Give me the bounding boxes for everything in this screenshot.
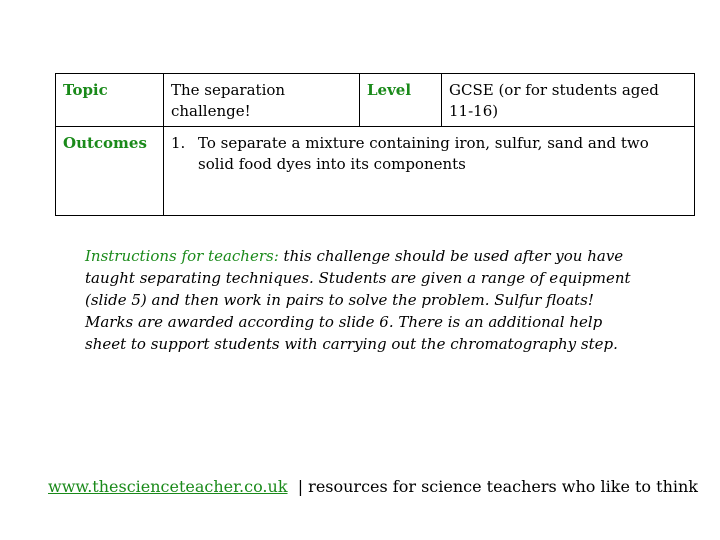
- outcomes-label: Outcomes: [56, 127, 164, 216]
- instructions-lead: Instructions for teachers:: [85, 247, 279, 265]
- outcome-number: 1.: [171, 134, 186, 152]
- outcome-text: To separate a mixture containing iron, sulfur, sand and two solid food dyes into its components: [198, 134, 649, 173]
- topic-value: The separation challenge!: [164, 74, 360, 127]
- instructions-body: this challenge should be used after you have taught separating techniques. Students are given a range of equipment (slide 5) and then work in pairs to solve the problem. Sulfur floats! Marks are awarded according to slide 6. There is an additional help sheet to support students with carrying out the chromatography step.: [85, 247, 631, 353]
- outcomes-list: [171, 133, 687, 175]
- footer-tagline: | resources for science teachers who like to think: [297, 477, 698, 496]
- outcomes-cell: [164, 127, 695, 216]
- level-value: GCSE (or for students aged 11-16): [442, 74, 695, 127]
- level-label: Level: [360, 74, 442, 127]
- footer: [48, 476, 698, 498]
- website-link[interactable]: www.thescienceteacher.co.uk: [48, 477, 288, 496]
- teacher-instructions: [85, 245, 645, 355]
- table-row: [56, 74, 695, 127]
- topic-label: Topic: [56, 74, 164, 127]
- lesson-info-table: [55, 73, 695, 216]
- list-item: [171, 133, 687, 175]
- table-row: [56, 127, 695, 216]
